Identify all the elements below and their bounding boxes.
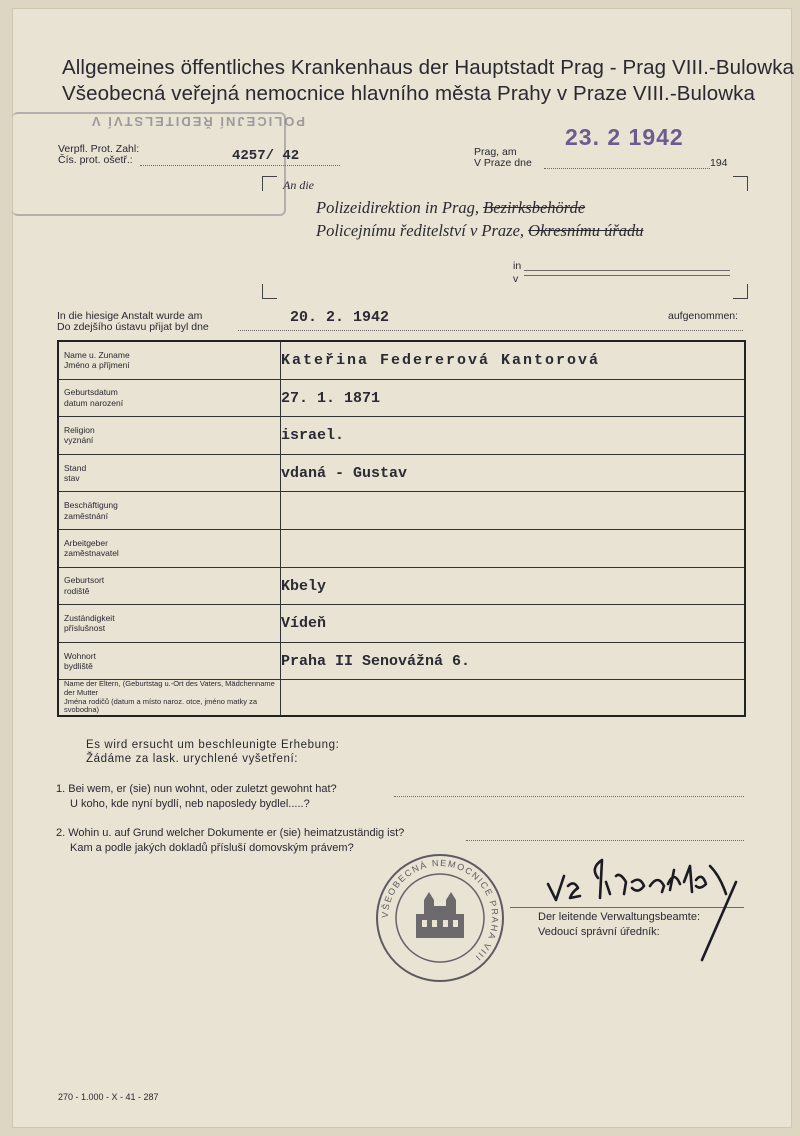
birthplace-value: Kbely <box>281 577 327 595</box>
signatory-title-german: Der leitende Verwaltungsbeamte: <box>538 911 701 923</box>
date-line <box>544 168 710 169</box>
admission-label-german: In die hiesige Anstalt wurde am <box>57 310 203 322</box>
row-label-czech: datum narození <box>64 397 124 408</box>
row-value <box>281 492 746 530</box>
row-label-german: Religion <box>64 424 95 435</box>
row-label-czech: vyznání <box>64 435 94 446</box>
protocol-label-german: Verpfl. Prot. Zahl: <box>58 143 140 155</box>
table-row <box>58 417 745 455</box>
row-label-german: Geburtsort <box>64 575 105 586</box>
question-2-czech: Kam a podle jakých dokladů přísluší domovským právem? <box>70 842 354 854</box>
address-corner-tl <box>262 176 277 191</box>
row-value <box>281 529 746 567</box>
row-value <box>281 341 746 379</box>
row-label-german: Wohnort <box>64 650 96 661</box>
question-2-answer-line <box>466 840 744 841</box>
admission-label-czech: Do zdejšího ústavu přijat byl dne <box>57 321 209 333</box>
birth-date-value: 27. 1. 1871 <box>281 389 381 407</box>
question-1-german: 1. Bei wem, er (sie) nun wohnt, oder zuletzt gewohnt hat? <box>56 783 337 795</box>
address-in-label: in <box>513 260 522 272</box>
row-label-czech: Jméno a příjmení <box>64 360 130 371</box>
table-row <box>58 567 745 605</box>
table-row <box>58 642 745 680</box>
residence-value: Praha II Senovážná 6. <box>281 653 471 671</box>
row-label-german: Name der Eltern, (Geburtstag u.-Ort des Vaters, Mädchenname der Mutter <box>64 679 275 697</box>
row-label <box>58 417 281 455</box>
faded-police-stamp-text: POLICEJNÍ ŘEDITELSTVÍ V <box>90 114 306 129</box>
address-corner-br <box>733 284 748 299</box>
address-in-line <box>524 270 730 271</box>
address-v-line <box>524 275 730 276</box>
request-heading-czech: Žádáme za lask. urychlené vyšetření: <box>86 753 299 765</box>
seal-building-emblem <box>416 892 464 938</box>
table-row <box>58 492 745 530</box>
address-corner-tr <box>733 176 748 191</box>
row-label <box>58 492 281 530</box>
address-struck-german: Bezirksbehörde <box>483 198 586 217</box>
row-label <box>58 680 281 716</box>
row-value <box>281 417 746 455</box>
row-label-german: Name u. Zuname <box>64 349 130 360</box>
hospital-seal <box>374 852 506 984</box>
seal-text: VŠEOBECNÁ NEMOCNICE PRAHA VIII <box>379 857 501 964</box>
hospital-name-czech: Všeobecná veřejná nemocnice hlavního města Prahy v Praze VIII.-Bulowka <box>62 82 755 105</box>
address-line-german <box>316 198 585 218</box>
form-print-code: 270 - 1.000 - X - 41 - 287 <box>58 1092 159 1102</box>
row-label-german: Stand <box>64 462 87 473</box>
religion-value: israel. <box>281 427 345 445</box>
row-value <box>281 680 746 716</box>
patient-name-value: Kateřina Federerová Kantorová <box>281 352 601 370</box>
address-v-label: v <box>513 273 519 285</box>
row-label <box>58 341 281 379</box>
patient-data-table <box>57 340 746 717</box>
admission-suffix: aufgenommen: <box>668 310 739 322</box>
protocol-label-czech: Čís. prot. ošetř.: <box>58 154 133 166</box>
question-2-german: 2. Wohin u. auf Grund welcher Dokumente er (sie) heimatzuständig ist? <box>56 827 405 839</box>
row-label-czech: zaměstnavatel <box>64 548 119 559</box>
row-value <box>281 454 746 492</box>
protocol-number: 4257/ 42 <box>232 148 300 164</box>
date-label-german: Prag, am <box>474 146 517 158</box>
address-corner-bl <box>262 284 277 299</box>
row-label-czech: zaměstnání <box>64 510 108 521</box>
row-label-german: Zuständigkeit <box>64 612 115 623</box>
table-row <box>58 341 745 379</box>
row-label-german: Arbeitgeber <box>64 537 108 548</box>
table-row <box>58 529 745 567</box>
hospital-name-german: Allgemeines öffentliches Krankenhaus der Hauptstadt Prag - Prag VIII.-Bulowka <box>62 56 795 79</box>
row-value <box>281 379 746 417</box>
row-label-german: Geburtsdatum <box>64 387 118 398</box>
question-1-answer-line <box>394 796 744 797</box>
address-struck-czech: Okresnímu úřadu <box>528 221 644 240</box>
handwritten-signature <box>540 846 750 966</box>
row-label-czech: Jména rodičů (datum a místo naroz. otce, jméno matky za svobodna) <box>64 696 257 715</box>
question-1-czech: U koho, kde nyní bydlí, neb naposledy bydlel.....? <box>70 798 310 810</box>
received-date-stamp: 23. 2 1942 <box>565 124 684 150</box>
address-recipient-german: Polizeidirektion in Prag, <box>316 198 479 217</box>
row-label <box>58 567 281 605</box>
row-label-czech: rodiště <box>64 585 90 596</box>
date-label-czech: V Praze dne <box>474 157 532 169</box>
marital-status-value: vdaná - Gustav <box>281 465 408 483</box>
table-row <box>58 605 745 643</box>
admission-date: 20. 2. 1942 <box>290 309 390 326</box>
row-label-czech: stav <box>64 473 80 484</box>
row-label <box>58 605 281 643</box>
row-label-czech: příslušnost <box>64 623 106 634</box>
address-line-czech <box>316 221 644 241</box>
request-heading-german: Es wird ersucht um beschleunigte Erhebung: <box>86 739 340 751</box>
address-prefix: An die <box>283 178 314 192</box>
row-label <box>58 642 281 680</box>
admission-line <box>238 330 743 331</box>
date-year-prefix: 194 <box>710 157 728 169</box>
address-recipient-czech: Policejnímu ředitelství v Praze, <box>316 221 525 240</box>
row-value <box>281 605 746 643</box>
row-value <box>281 642 746 680</box>
row-label-czech: bydliště <box>64 661 93 672</box>
signatory-title-czech: Vedoucí správní úředník: <box>538 926 660 938</box>
row-label <box>58 529 281 567</box>
protocol-number-line <box>140 165 340 166</box>
domicile-right-value: Vídeň <box>281 615 327 633</box>
table-row <box>58 680 745 716</box>
row-label <box>58 379 281 417</box>
row-value <box>281 567 746 605</box>
table-row <box>58 379 745 417</box>
row-label <box>58 454 281 492</box>
row-label-german: Beschäftigung <box>64 500 118 511</box>
table-row <box>58 454 745 492</box>
